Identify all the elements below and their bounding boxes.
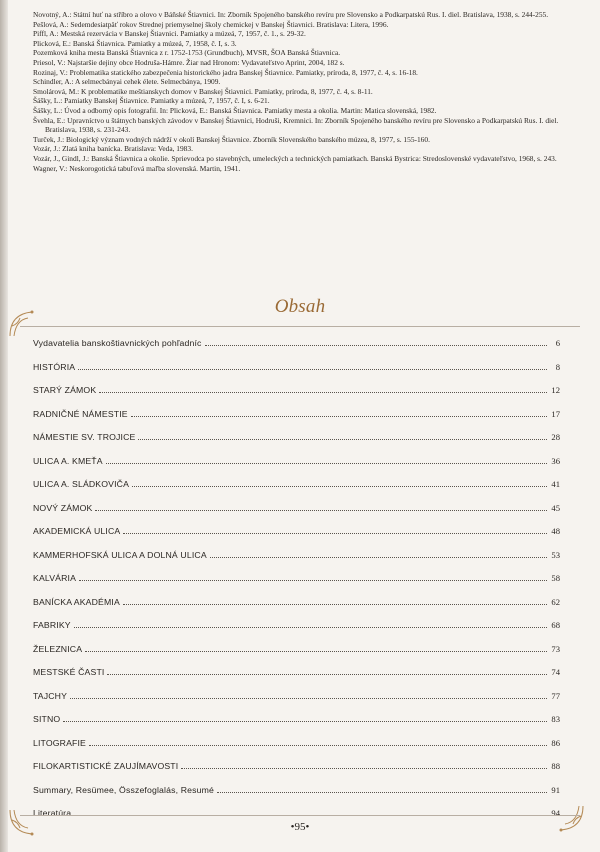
toc-entry[interactable] — [33, 546, 560, 560]
toc-leader-dots — [79, 580, 547, 581]
ornamental-rule-top — [20, 326, 580, 327]
toc-entry-label: NÁMESTIE SV. TROJICE — [33, 432, 136, 442]
toc-entry-label: SITNO — [33, 714, 61, 724]
toc-entry-label: ULICA A. KMEŤA — [33, 456, 103, 466]
toc-leader-dots — [95, 510, 547, 511]
toc-entry[interactable] — [33, 710, 560, 724]
toc-entry-label: MESTSKÉ ČASTI — [33, 667, 105, 677]
page-number: •95• — [290, 821, 310, 833]
toc-entry-page: 74 — [551, 667, 560, 677]
bibliography-entry: Plicková, E.: Banská Štiavnica. Pamiatky a múzeá, 7, 1958, č. I, s. 3. — [33, 38, 237, 48]
toc-leader-dots — [123, 533, 547, 534]
toc-entry[interactable] — [33, 663, 560, 677]
toc-entry[interactable] — [33, 452, 560, 466]
toc-entry-page: 68 — [551, 620, 560, 630]
toc-entry-page: 17 — [551, 409, 560, 419]
toc-leader-dots — [131, 416, 547, 417]
bibliography-entry: Novotný, A.: Státní huť na stříbro a olovo v Báňské Štiavnici. In: Zborník Spojeného banského revíru pre Slovensko a Podkarpatskú Rus. I. diel. Bratislava, 1938, s. 244-255. — [33, 10, 549, 19]
toc-leader-dots — [74, 627, 547, 628]
toc-entry-page: 73 — [551, 644, 560, 654]
toc-entry[interactable] — [33, 616, 560, 630]
toc-leader-dots — [181, 768, 547, 769]
toc-entry-label: KALVÁRIA — [33, 573, 77, 583]
toc-entry-page: 45 — [551, 503, 560, 513]
toc-entry-page: 77 — [551, 691, 560, 701]
bibliography-entry: Schindler, A.: A selmecbányai cehek élete. Selmecbánya, 1909. — [33, 77, 221, 87]
toc-entry-page: 86 — [551, 738, 560, 748]
toc-entry-page: 58 — [551, 573, 560, 583]
bibliography-entry: Pešlová, A.: Sedemdesiatpäť rokov Strednej priemyselnej školy chemickej v Banskej Štiavnici. Bratislava: Litera, 1996. — [33, 19, 389, 29]
toc-entry[interactable] — [33, 428, 560, 442]
page-spine-shadow — [0, 0, 8, 852]
toc-entry-label: FILOKARTISTICKÉ ZAUJÍMAVOSTI — [33, 761, 179, 771]
bibliography-entry: Rozinaj, V.: Problematika statického zabezpečenia historického jadra Banskej Štiavnice. Pamiatky, príroda, 8, 1977, č. 4, s. 16-18. — [33, 67, 418, 77]
toc-leader-dots — [138, 439, 547, 440]
toc-entry[interactable] — [33, 405, 560, 419]
toc-entry[interactable] — [33, 569, 560, 583]
toc-leader-dots — [107, 674, 547, 675]
toc-leader-dots — [70, 698, 547, 699]
toc-entry-page: 12 — [551, 385, 560, 395]
toc-entry[interactable] — [33, 358, 560, 372]
toc-entry[interactable] — [33, 381, 560, 395]
toc-leader-dots — [210, 557, 547, 558]
toc-entry-page: 28 — [551, 432, 560, 442]
bibliography-entry: Turček, J.: Biologický význam vodných nádrží v okolí Banskej Štiavnice. Zborník Slovenského banského múzea, 8, 1977, s. 155-160. — [33, 134, 430, 144]
bibliography-entry: Šášky, L.: Pamiatky Banskej Štiavnice. Pamiatky a múzeá, 7, 1957, č. I, s. 6-21. — [33, 96, 270, 106]
toc-title: Obsah — [274, 296, 326, 317]
toc-leader-dots — [132, 486, 547, 487]
toc-leader-dots — [85, 651, 547, 652]
bibliography-entry: Šášky, L.: Úvod a odborný opis fotografií. In: Plicková, E.: Banská Štiavnica. Pamiatky mesta a okolia. Martin: Matica slovenská, 1982. — [33, 105, 437, 115]
toc-entry-label: ULICA A. SLÁDKOVIČA — [33, 479, 130, 489]
toc-entry[interactable] — [33, 334, 560, 348]
toc-entry[interactable] — [33, 522, 560, 536]
toc-entry-page: 94 — [551, 808, 560, 818]
bibliography-list — [33, 10, 568, 173]
bibliography-entry: Švehla, E.: Upravníctvo u štátnych banských závodov v Banskej Štiavnici, Hodruši, Kremnici. In: Zborník Spojeného banského revíru pre Slovensko a Podkarpatskú Rus. I. diel. Bratislava, 1938, s. 231-243. — [33, 115, 559, 135]
toc-entry-page: 62 — [551, 597, 560, 607]
toc-entry-label: HISTÓRIA — [33, 362, 76, 372]
toc-leader-dots — [99, 392, 547, 393]
toc-entry-label: RADNIČNÉ NÁMESTIE — [33, 409, 128, 419]
toc-entry-label: Vydavatelia banskoštiavnických pohľadníc — [33, 338, 202, 348]
bibliography-entry: Priesol, V.: Najstaršie dejiny obce Hodruša-Hámre. Žiar nad Hronom: Vydavateľstvo Aprint, 2004, 182 s. — [33, 57, 345, 67]
toc-entry[interactable] — [33, 499, 560, 513]
toc-entry-label: TAJCHY — [33, 691, 68, 701]
toc-leader-dots — [217, 792, 547, 793]
toc-entry[interactable] — [33, 640, 560, 654]
toc-entry[interactable] — [33, 593, 560, 607]
toc-entry[interactable] — [33, 475, 560, 489]
toc-entry[interactable] — [33, 781, 560, 795]
toc-entry-page: 41 — [551, 479, 560, 489]
toc-leader-dots — [205, 345, 547, 346]
bibliography-entry: Wagner, V.: Neskorogotická tabuľová maľba slovenská. Martin, 1941. — [33, 163, 241, 173]
toc-entry-page: 91 — [551, 785, 560, 795]
toc-entry-label: Summary, Resümee, Összefoglalás, Resumé — [33, 785, 214, 795]
toc-entry-label: LITOGRAFIE — [33, 738, 86, 748]
toc-leader-dots — [106, 463, 547, 464]
toc-entry-label: BANÍCKA AKADÉMIA — [33, 597, 120, 607]
toc-entry-label: FABRIKY — [33, 620, 71, 630]
toc-entry-label: STARÝ ZÁMOK — [33, 385, 97, 395]
toc-leader-dots — [63, 721, 547, 722]
toc-leader-dots — [123, 604, 547, 605]
bibliography-entry: Smolárová, M.: K problematike meštianskych domov v Banskej Štiavnici. Pamiatky, príroda, 8, 1977, č. 4, s. 8-11. — [33, 86, 373, 96]
bibliography-entry: Vozár, J., Gindl, J.: Banská Štiavnica a okolie. Sprievodca po stavebných, umeleckých a technických pamiatkach. Banská Bystrica: Stredoslovenské vydavateľstvo, 1968, s. 243. — [33, 153, 557, 163]
toc-entry[interactable] — [33, 734, 560, 748]
toc-entry-page: 36 — [551, 456, 560, 466]
toc-entry-label: AKADEMICKÁ ULICA — [33, 526, 121, 536]
toc-leader-dots — [89, 745, 547, 746]
toc-entry-label: ŽELEZNICA — [33, 644, 83, 654]
toc-entry[interactable] — [33, 687, 560, 701]
ornamental-rule-bottom — [20, 815, 580, 816]
toc-entry-page: 6 — [555, 338, 560, 348]
toc-entry-page: 88 — [551, 761, 560, 771]
toc-entry-page: 8 — [555, 362, 560, 372]
toc-entry-label: KAMMERHOFSKÁ ULICA A DOLNÁ ULICA — [33, 550, 207, 560]
toc-entry-label: Literatúra — [33, 808, 72, 818]
toc-entry[interactable] — [33, 757, 560, 771]
toc-leader-dots — [78, 369, 547, 370]
bibliography-entry: Piffl, A.: Mestská rezervácia v Banskej Štiavnici. Pamiatky a múzeá, 7, 1957, č. 1., s. 29-32. — [33, 29, 306, 39]
toc-entry-label: NOVÝ ZÁMOK — [33, 503, 93, 513]
bibliography-entry: Pozemková kniha mesta Banská Štiavnica z r. 1752-1753 (Grundbuch), MVSR, ŠOA Banská Štiavnica. — [33, 48, 341, 58]
toc-entry-page: 48 — [551, 526, 560, 536]
toc-entry-page: 83 — [551, 714, 560, 724]
bibliography-entry: Vozár, J.: Zlatá kniha banícka. Bratislava: Veda, 1983. — [33, 144, 193, 154]
toc-entry-page: 53 — [551, 550, 560, 560]
